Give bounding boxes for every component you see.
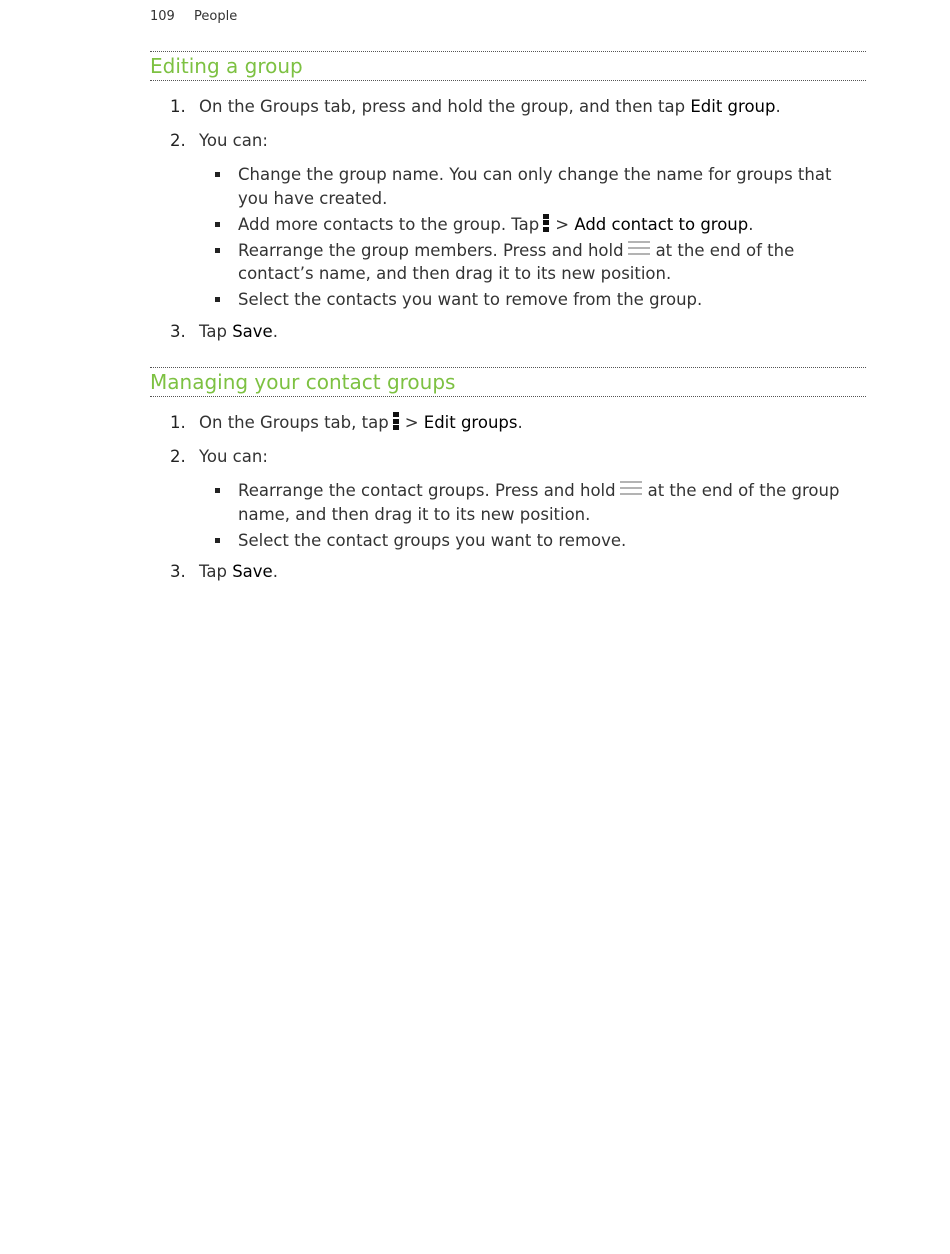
step-text: Tap [199, 562, 233, 581]
step-3 [150, 320, 866, 344]
ui-term-edit-groups: Edit groups [423, 413, 518, 432]
list-item [199, 239, 866, 286]
bullet-text: Rearrange the group members. Press and hold [238, 240, 624, 260]
bullet-text-mid: > [555, 214, 575, 234]
menu-icon [393, 412, 399, 430]
bullet-text-end: at the end of the contact’s name, and then drag it to its new position. [238, 240, 795, 283]
ui-term-save: Save [232, 321, 273, 341]
list-item [199, 163, 866, 210]
ui-term-edit-group: Edit group [690, 97, 776, 116]
step-number: 3. [170, 562, 186, 581]
ui-term-save: Save [232, 562, 273, 581]
step-number: 2. [170, 447, 186, 466]
steps-list [150, 95, 866, 344]
step-text-end: . [775, 97, 781, 116]
bullet-text: Select the contacts you want to remove from the group. [238, 290, 703, 309]
options-list [199, 163, 866, 312]
bullet-icon [215, 538, 220, 543]
ui-term-add-contact-to-group: Add contact to group [574, 214, 749, 234]
list-item [199, 529, 866, 553]
bullet-icon [215, 488, 220, 493]
bullet-icon [215, 222, 220, 227]
list-item [199, 479, 866, 526]
bullet-text: Change the group name. You can only change the name for groups that you have created. [238, 165, 832, 208]
chapter-name: People [194, 9, 238, 24]
list-item [199, 288, 866, 312]
section-managing-contact-groups [150, 367, 866, 584]
section-title: Editing a group [150, 51, 866, 81]
step-number: 3. [170, 321, 186, 341]
step-1 [150, 411, 866, 435]
options-list [199, 479, 866, 552]
section-title: Managing your contact groups [150, 367, 866, 397]
step-text-end: . [272, 562, 278, 581]
bullet-text: Select the contact groups you want to remove. [238, 530, 627, 550]
menu-icon [543, 214, 549, 232]
steps-list [150, 411, 866, 584]
step-1 [150, 95, 866, 119]
step-text: Tap [199, 321, 233, 341]
step-2 [150, 445, 866, 552]
section-editing-group [150, 51, 866, 344]
bullet-icon [215, 297, 220, 302]
bullet-icon [215, 172, 220, 177]
step-text: You can: [199, 131, 268, 150]
step-text-end: . [517, 413, 523, 432]
step-text-mid: > [404, 413, 424, 432]
list-item [199, 213, 866, 237]
step-2 [150, 129, 866, 312]
step-text: On the Groups tab, tap [199, 413, 389, 432]
bullet-text-end: at the end of the group name, and then drag it to its new position. [238, 481, 840, 524]
page-number: 109 [150, 9, 175, 24]
drag-handle-icon [620, 481, 642, 495]
page-header [150, 9, 237, 24]
step-number: 1. [170, 413, 186, 432]
step-number: 1. [170, 97, 186, 116]
drag-handle-icon [628, 241, 650, 255]
bullet-icon [215, 248, 220, 253]
step-3 [150, 560, 866, 584]
step-text-end: . [272, 321, 278, 341]
step-text: On the Groups tab, press and hold the group, and then tap [199, 97, 691, 116]
bullet-text: Rearrange the contact groups. Press and hold [238, 481, 616, 500]
step-text: You can: [199, 447, 268, 466]
step-number: 2. [170, 131, 186, 150]
bullet-text-end: . [748, 214, 754, 234]
bullet-text: Add more contacts to the group. Tap [238, 214, 540, 234]
